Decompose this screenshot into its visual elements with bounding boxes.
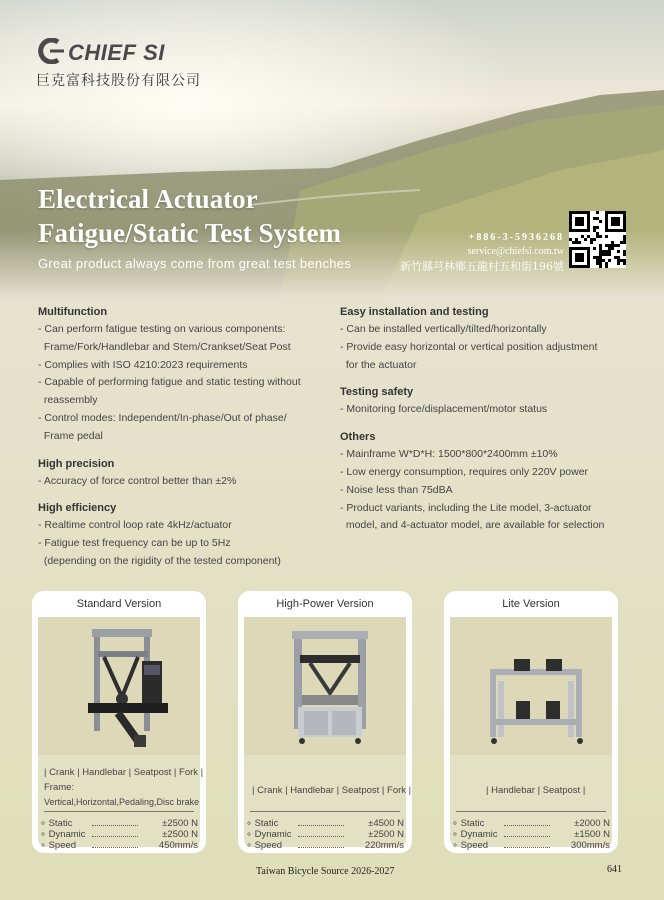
machine-photo bbox=[244, 617, 406, 755]
slogan: Great product always come from great test benches bbox=[38, 256, 352, 271]
spec-value: 450mm/s bbox=[158, 840, 198, 851]
spec-label: ∘ Static bbox=[246, 818, 279, 829]
section-heading: Others bbox=[340, 431, 376, 444]
divider bbox=[250, 811, 400, 812]
phone-number: +886-3-5936268 bbox=[468, 232, 564, 243]
feature-line: - Control modes: Independent/In-phase/Out of phase/ bbox=[38, 412, 287, 424]
card-standard-version bbox=[32, 591, 206, 853]
divider bbox=[456, 811, 606, 812]
spec-value: ±4500 N bbox=[368, 818, 404, 829]
feature-line: for the actuator bbox=[340, 358, 417, 371]
feature-line: - Product variants, including the Lite model, 3-actuator bbox=[340, 501, 592, 514]
section-heading: High efficiency bbox=[38, 502, 117, 515]
card-title: Lite Version bbox=[502, 598, 560, 610]
spec-value: 220mm/s bbox=[364, 840, 404, 851]
qr-code-icon bbox=[569, 211, 626, 268]
applications-line: Frame: bbox=[44, 782, 75, 793]
spec-value: ±2500 N bbox=[162, 829, 198, 840]
feature-line: - Can be installed vertically/tilted/horizontally bbox=[340, 323, 547, 335]
applications-line: | Crank | Handlebar | Seatpost | Fork | bbox=[252, 785, 412, 796]
machine-photo bbox=[450, 617, 612, 755]
applications-line: Vertical,Horizontal,Pedaling,Disc brake bbox=[44, 797, 200, 807]
high-power-machine-image bbox=[244, 617, 406, 755]
feature-line: - Fatigue test frequency can be up to 5Hz bbox=[38, 537, 231, 550]
card-title: High-Power Version bbox=[276, 598, 374, 610]
spec-value: ±2500 N bbox=[162, 818, 198, 829]
spec-label: ∘ Static bbox=[452, 818, 485, 829]
section-heading: Multifunction bbox=[38, 306, 108, 318]
card-lite-version bbox=[444, 591, 618, 853]
spec-row-speed bbox=[246, 840, 404, 852]
feature-line: - Monitoring force/displacement/motor status bbox=[340, 403, 548, 416]
applications-line: | Handlebar | Seatpost | bbox=[486, 785, 586, 796]
hero-banner bbox=[0, 0, 664, 300]
address: 新竹縣芎林鄉五龍村五和街196號 bbox=[400, 260, 564, 273]
feature-line: reassembly bbox=[38, 394, 98, 407]
feature-line: - Capable of performing fatigue and static testing without bbox=[38, 376, 301, 389]
spec-value: ±2500 N bbox=[368, 829, 404, 840]
section-heading: Testing safety bbox=[340, 386, 414, 399]
page-title-line-2: Fatigue/Static Test System bbox=[38, 218, 341, 248]
feature-line: - Provide easy horizontal or vertical position adjustment bbox=[340, 340, 598, 353]
spec-value: ±1500 N bbox=[574, 829, 610, 840]
section-heading: Easy installation and testing bbox=[340, 306, 489, 318]
feature-line: - Accuracy of force control better than ±2% bbox=[38, 474, 237, 487]
spec-label: ∘ Dynamic bbox=[40, 829, 86, 840]
feature-line: model, and 4-actuator model, are available for selection bbox=[340, 519, 605, 532]
machine-photo bbox=[38, 617, 200, 755]
spec-value: 300mm/s bbox=[570, 840, 610, 851]
spec-value: ±2000 N bbox=[574, 818, 610, 829]
feature-line: Frame/Fork/Handlebar and Stem/Crankset/Seat Post bbox=[38, 340, 291, 353]
section-heading: High precision bbox=[38, 457, 115, 470]
spec-label: ∘ Speed bbox=[452, 840, 489, 851]
standard-machine-image bbox=[38, 617, 200, 755]
feature-line: - Noise less than 75dBA bbox=[340, 483, 453, 496]
publication-source: Taiwan Bicycle Source 2026-2027 bbox=[256, 866, 395, 877]
logo-text: CHIEF SI bbox=[68, 40, 165, 65]
applications-line: | Crank | Handlebar | Seatpost | Fork | bbox=[44, 767, 204, 778]
spec-label: ∘ Speed bbox=[246, 840, 283, 851]
feature-line: - Complies with ISO 4210:2023 requirements bbox=[38, 358, 248, 371]
logo-mark-icon bbox=[36, 38, 66, 64]
card-title: Standard Version bbox=[76, 598, 162, 610]
page-number: 641 bbox=[607, 864, 622, 875]
spec-row-speed bbox=[40, 840, 198, 852]
divider bbox=[44, 811, 194, 812]
company-name-chinese: 巨克富科技股份有限公司 bbox=[36, 73, 201, 89]
spec-label: ∘ Speed bbox=[40, 840, 77, 851]
email-address: service@chiefsi.com.tw bbox=[467, 246, 564, 257]
card-high-power-version bbox=[238, 591, 412, 853]
spec-label: ∘ Dynamic bbox=[452, 829, 498, 840]
spec-label: ∘ Dynamic bbox=[246, 829, 292, 840]
feature-line: Frame pedal bbox=[38, 429, 103, 442]
feature-line: (depending on the rigidity of the tested component) bbox=[38, 555, 281, 567]
page-title-line-1: Electrical Actuator bbox=[38, 184, 258, 214]
feature-line: - Realtime control loop rate 4kHz/actuator bbox=[38, 519, 232, 532]
qr-code bbox=[569, 211, 626, 268]
lite-machine-image bbox=[450, 617, 612, 755]
spec-label: ∘ Static bbox=[40, 818, 73, 829]
feature-line: - Can perform fatigue testing on various components: bbox=[38, 323, 286, 335]
feature-line: - Low energy consumption, requires only 220V power bbox=[340, 466, 589, 478]
feature-line: - Mainframe W*D*H: 1500*800*2400mm ±10% bbox=[340, 448, 558, 461]
spec-row-speed bbox=[452, 840, 610, 852]
